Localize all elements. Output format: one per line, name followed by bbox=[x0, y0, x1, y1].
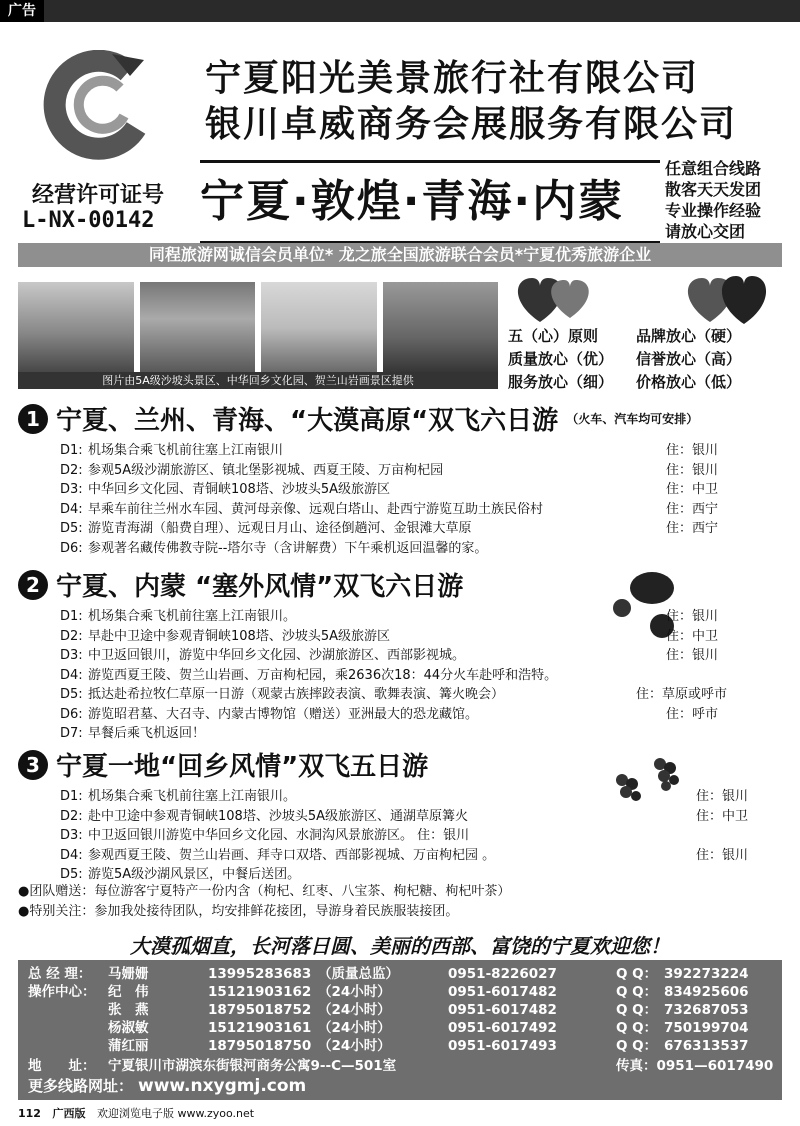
itinerary-day: D1: 机场集合乘飞机前往塞上江南银川。 住：银川 bbox=[60, 609, 719, 624]
hearts-icon bbox=[510, 272, 780, 328]
company-logo-icon bbox=[40, 50, 160, 160]
tour-title: 宁夏、兰州、青海、“大漠高原“双飞六日游 bbox=[56, 406, 559, 436]
license-label: 经营许可证号 bbox=[32, 183, 165, 208]
extras bbox=[18, 882, 510, 922]
tour-title: 宁夏、内蒙 “塞外风情”双飞六日游 bbox=[56, 572, 464, 602]
tour-number: 1 bbox=[18, 404, 48, 434]
membership-bar: 同程旅游网诚信会员单位* 龙之旅全国旅游联合会员*宁夏优秀旅游企业 bbox=[18, 243, 782, 267]
license-number: L-NX-00142 bbox=[22, 208, 155, 233]
extra-note: ●特别关注：参加我处接待团队，均安排鲜花接团，导游身着民族服装接团。 bbox=[18, 904, 459, 919]
slogan: 专业操作经验 bbox=[665, 201, 762, 220]
tour-title: 宁夏一地“回乡风情”双飞五日游 bbox=[56, 752, 429, 782]
company-name-2: 银川卓威商务会展服务有限公司 bbox=[205, 104, 738, 145]
itinerary-day: D3: 中华回乡文化园、青铜峡108塔、沙坡头5A级旅游区 住：中卫 bbox=[60, 482, 719, 497]
destinations-banner: 宁夏·敦煌·青海·内蒙 bbox=[200, 160, 660, 243]
itinerary-day: D1: 机场集合乘飞机前往塞上江南银川 住：银川 bbox=[60, 443, 719, 458]
contact-panel: 总 经 理： 马姗姗 13995283683 （质量总监） 0951-8226027 Q Q： 392273224 操作中心： 纪 伟 15121903162 （24小时） 0951-6017482 Q Q： 834925606 张 燕 18795018752 （24小时） 0951-6017482 Q Q： 732687053 杨淑敏 15121903161 （24小时） 0951-6017492 Q Q： 750199704 蒲红丽 18795018750 （24小时） 0951-6017493 Q Q： 676313537 地 址： 宁夏银川市湖滨东街银河商务公寓9--C—501室 传真：0951—6017490 更多线路网址： www.nxygmj.com bbox=[18, 960, 782, 1100]
slogan: 散客天天发团 bbox=[665, 180, 762, 199]
itinerary-day: D2: 赴中卫途中参观青铜峡108塔、沙坡头5A级旅游区、通湖草原篝火 住：中卫 bbox=[60, 808, 749, 824]
principles bbox=[508, 325, 741, 394]
extra-note: ●团队赠送：每位游客宁夏特产一份内含（枸杞、红枣、八宝茶、枸杞糖、枸杞叶茶） bbox=[18, 884, 511, 899]
tour-2 bbox=[18, 566, 750, 744]
tour-1 bbox=[18, 400, 750, 558]
itinerary-day: D2: 早赴中卫途中参观青铜峡108塔、沙坡头5A级旅游区 住：中卫 bbox=[60, 628, 719, 644]
page-footer bbox=[0, 1102, 800, 1126]
photo-strip bbox=[18, 282, 498, 374]
website-link[interactable]: www.nxygmj.com bbox=[138, 1076, 307, 1096]
itinerary-day: D4: 游览西夏王陵、贺兰山岩画、万亩枸杞园，乘2636次18：44分火车赴呼和浩特。 bbox=[60, 667, 558, 683]
itinerary-day: D4: 早乘车前往兰州水车园、黄河母亲像、远观白塔山、赴西宁游览互助土族民俗村 住：西宁 bbox=[60, 501, 719, 517]
tour-number: 2 bbox=[18, 570, 48, 600]
ad-tag: 广告 bbox=[0, 0, 44, 22]
photo-caption: 图片由5A级沙坡头景区、中华回乡文化园、贺兰山岩画景区提供 bbox=[18, 372, 498, 389]
principles-row: 质量放心（优） 信誉放心（高） bbox=[508, 350, 742, 368]
motto: 大漠孤烟直，长河落日圆、美丽的西部、富饶的宁夏欢迎您！ bbox=[130, 934, 670, 958]
itinerary-day: D5: 游览青海湖（船费自理）、远观日月山、途径倒趟河、金银滩大草原 住：西宁 bbox=[60, 521, 719, 536]
principles-row: 服务放心（细） 价格放心（低） bbox=[508, 373, 742, 391]
itinerary-day: D5: 抵达赴希拉牧仁草原一日游（观蒙古族摔跤表演、歌舞表演、篝火晚会） 住：草原或呼市 bbox=[60, 687, 728, 702]
tour-3 bbox=[18, 746, 780, 885]
itinerary-day: D3: 中卫返回银川，游览中华回乡文化园、沙湖旅游区、西部影视城。 住：银川 bbox=[60, 648, 719, 663]
principles-row: 五（心）原则 品牌放心（硬） bbox=[508, 327, 742, 345]
company-name-1: 宁夏阳光美景旅行社有限公司 bbox=[205, 58, 700, 99]
slogans bbox=[665, 158, 761, 242]
scenic-photo bbox=[140, 282, 256, 374]
itinerary-day: D3: 中卫返回银川游览中华回乡文化园、水洞沟风景旅游区。 住：银川 bbox=[60, 828, 470, 843]
page-number: 112 bbox=[18, 1107, 41, 1120]
scenic-photo bbox=[261, 282, 377, 374]
itinerary-day: D6: 参观著名藏传佛教寺院--塔尔寺（含讲解费）下午乘机返回温馨的家。 bbox=[60, 540, 488, 556]
itinerary-day: D1: 机场集合乘飞机前往塞上江南银川。 住：银川 bbox=[60, 789, 749, 804]
slogan: 请放心交团 bbox=[665, 222, 746, 241]
slogan: 任意组合线路 bbox=[665, 159, 762, 178]
scenic-photo bbox=[383, 282, 499, 374]
itinerary-day: D6: 游览昭君墓、大召寺、内蒙古博物馆（赠送）亚洲最大的恐龙藏馆。 住：呼市 bbox=[60, 706, 719, 722]
itinerary-day: D4: 参观西夏王陵、贺兰山岩画、拜寺口双塔、西部影视城、万亩枸杞园 。 住：银川 bbox=[60, 847, 749, 863]
itinerary-day: D2: 参观5A级沙湖旅游区、镇北堡影视城、西夏王陵、万亩枸杞园 住：银川 bbox=[60, 462, 719, 478]
itinerary-day: D5: 游览5A级沙湖风景区，中餐后送团。 bbox=[60, 867, 301, 882]
top-bar bbox=[0, 0, 800, 22]
itinerary-day: D7: 早餐后乘飞机返回！ bbox=[60, 726, 206, 741]
edition: 广西版 bbox=[52, 1107, 86, 1120]
tour-number: 3 bbox=[18, 750, 48, 780]
tour-note: （火车、汽车均可安排） bbox=[566, 412, 699, 426]
footer-text: 欢迎浏览电子版 www.zyoo.net bbox=[96, 1107, 255, 1120]
scenic-photo bbox=[18, 282, 134, 374]
